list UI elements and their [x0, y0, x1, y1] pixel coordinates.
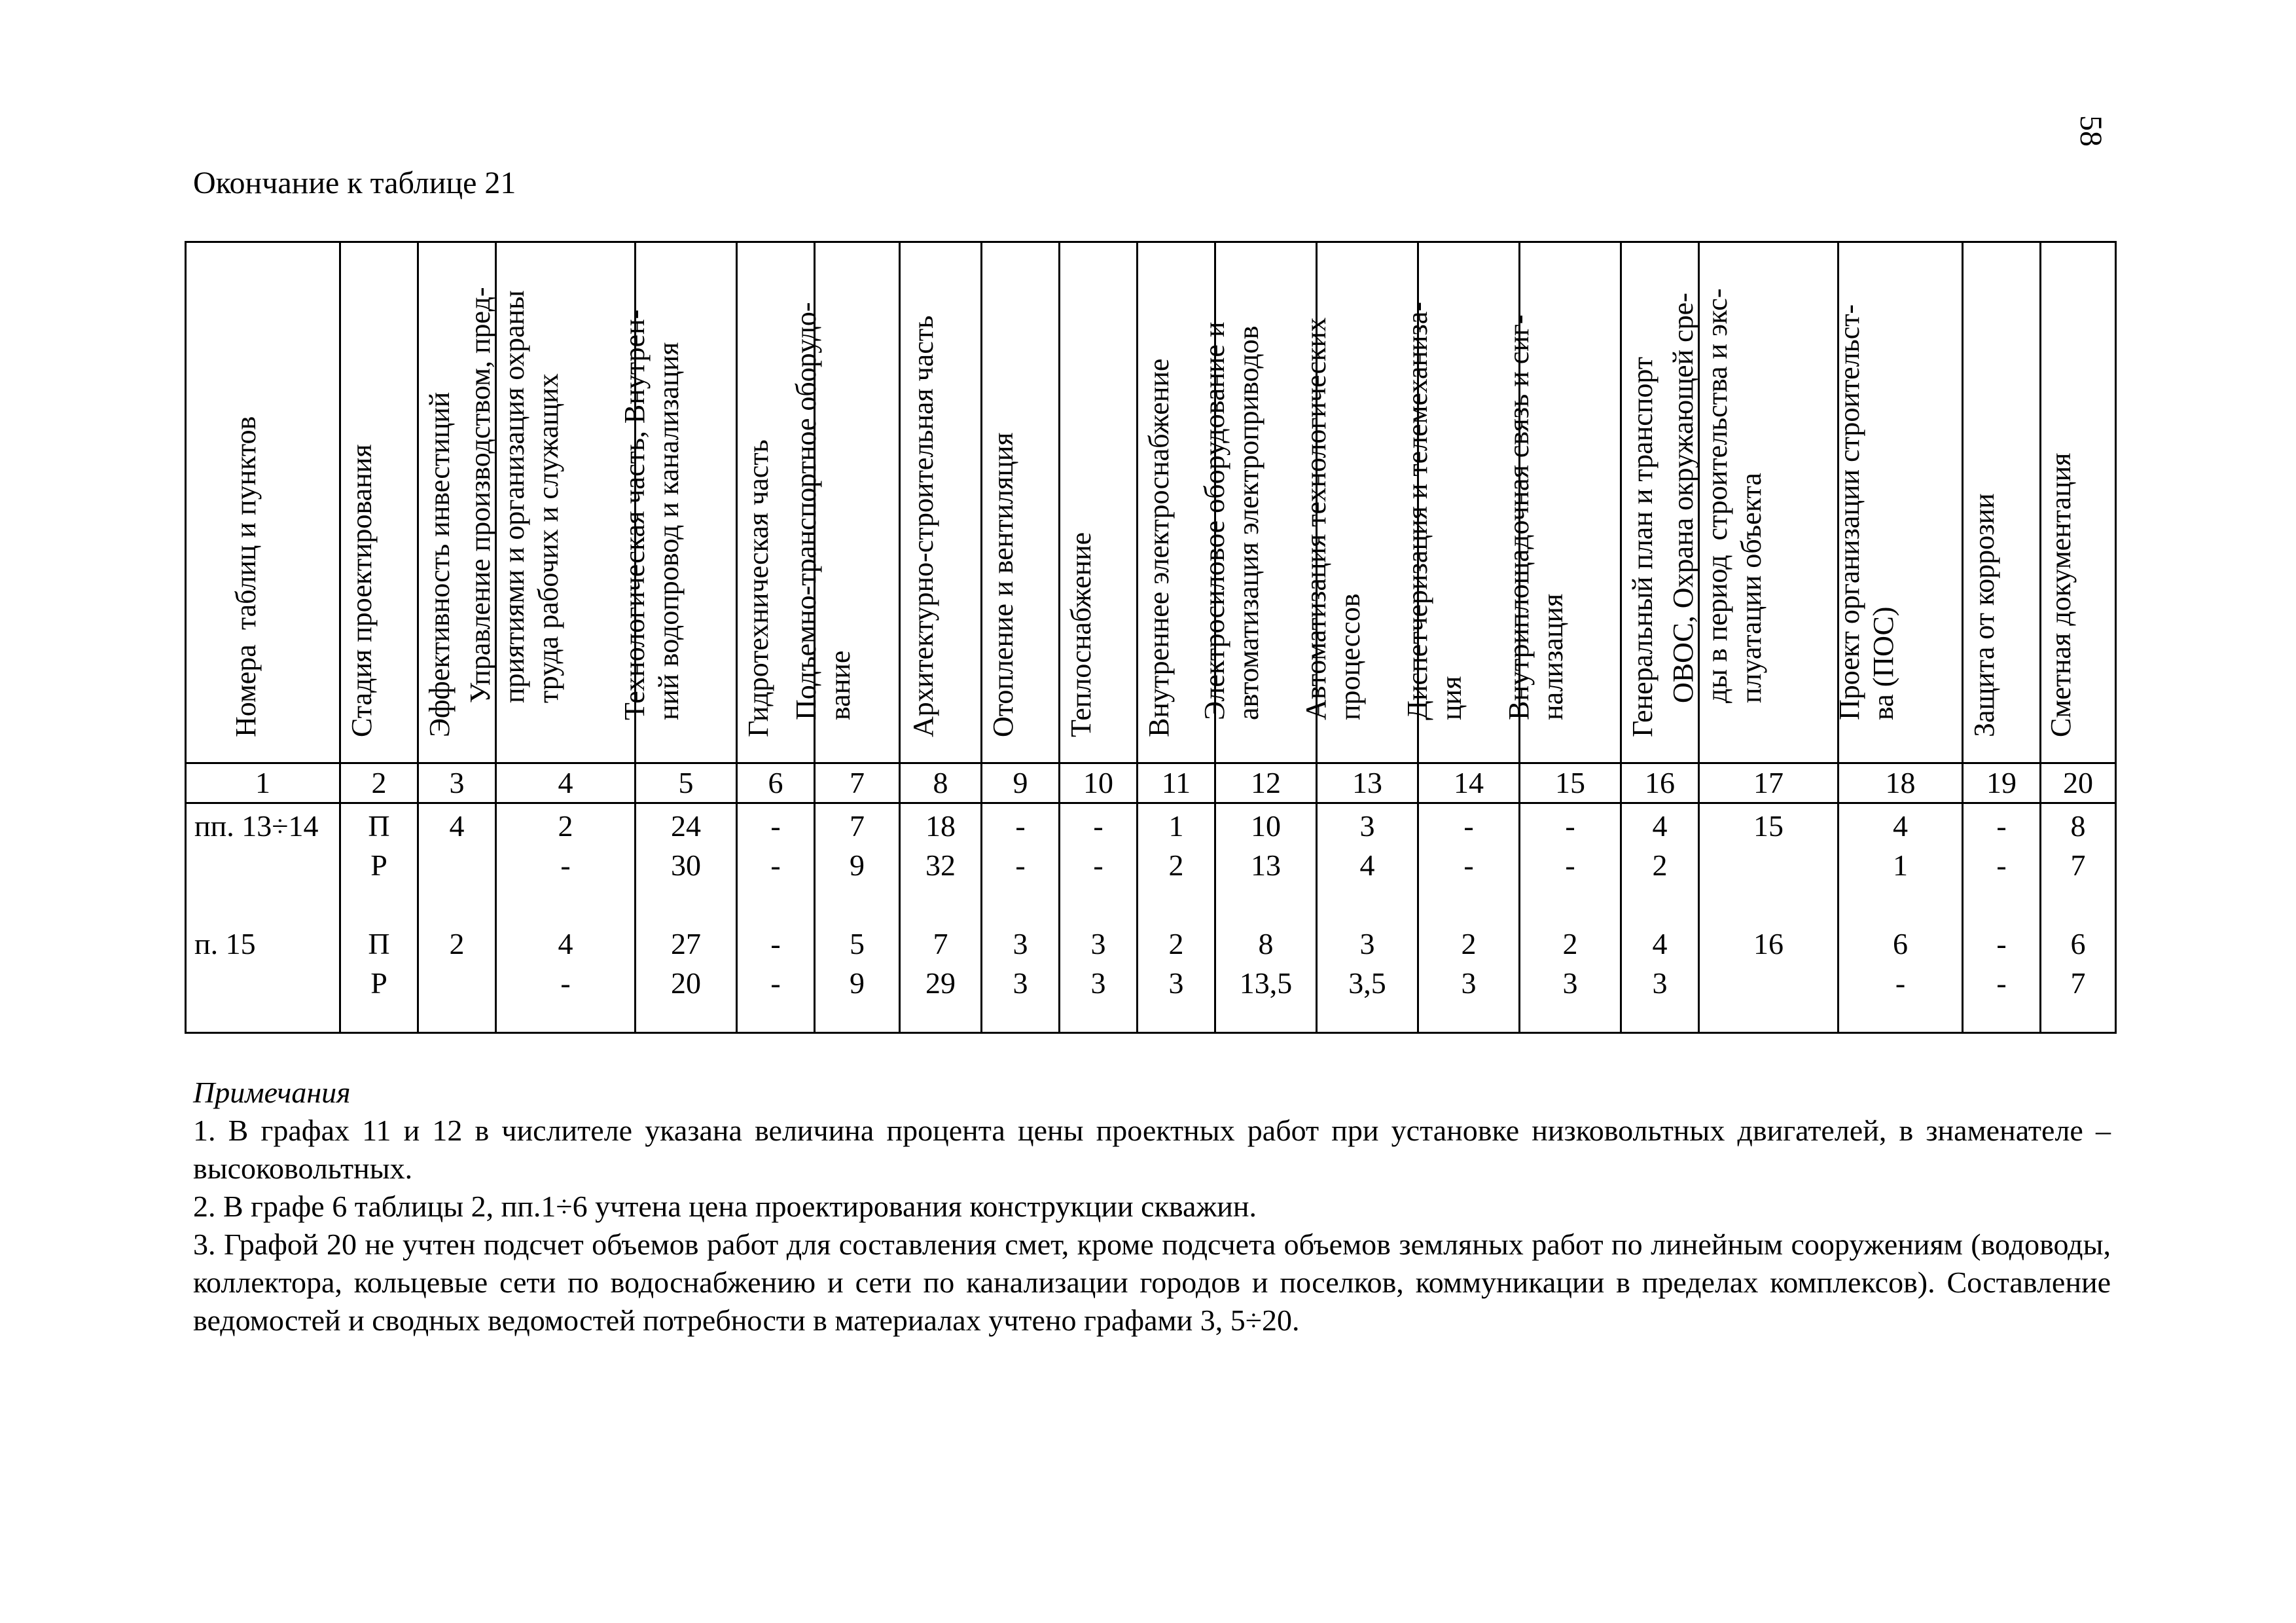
- header-text: Управление производством, пред- приятиями и организация охраны труда рабочих и служащих: [464, 287, 564, 703]
- table-cell: [1963, 803, 2041, 1033]
- cell-value: -: [560, 966, 571, 1000]
- notes-title: Примечания: [193, 1076, 351, 1109]
- cell-value: 9: [850, 966, 865, 1000]
- cell-value: -: [1565, 848, 1575, 882]
- header-cell: [340, 242, 418, 763]
- cell-value: -: [770, 809, 781, 843]
- cell-value: -: [560, 848, 571, 882]
- column-number: 10: [1060, 763, 1138, 803]
- cell-value: 6: [2070, 927, 2086, 960]
- table-cell: [1215, 803, 1317, 1033]
- header-text: Сметная документация: [2045, 452, 2077, 737]
- cell-value: 29: [925, 966, 956, 1000]
- header-cell: [900, 242, 982, 763]
- cell-value: -: [1015, 809, 1026, 843]
- header-text: Внутриплощадочная связь и сиг- нализация: [1503, 314, 1569, 720]
- column-number: 13: [1317, 763, 1418, 803]
- table-cell: [418, 803, 496, 1033]
- cell-value: 3,5: [1348, 966, 1386, 1000]
- cell-value: п. 15: [194, 927, 256, 960]
- header-text: Гидротехническая часть: [742, 439, 774, 737]
- header-text: Теплоснабжение: [1065, 532, 1097, 737]
- header-text: Архитектурно-строительная часть: [907, 315, 939, 737]
- cell-value: -: [1895, 966, 1906, 1000]
- cell-value: 2: [449, 927, 465, 960]
- cell-value: 15: [1753, 809, 1784, 843]
- header-text: Проект организации строительст- ва (ПОС): [1833, 304, 1899, 720]
- cell-value: 4: [1893, 809, 1908, 843]
- cell-value: Р: [370, 966, 387, 1000]
- cell-value: 20: [671, 966, 701, 1000]
- cell-value: 3: [1013, 966, 1028, 1000]
- note-item: 3. Графой 20 не учтен подсчет объемов работ для составления смет, кроме подсчета объемов земляных работ по линейным сооружениям (водоводы, коллектора, кольцевые сети по водоснабжению и сети по канализации городов и поселков, коммуникации в пределах комплексов). Составление ведомостей и сводных ведомостей потребности в материалах учтено графами 3, 5÷20.: [193, 1228, 2111, 1337]
- cell-value: 3: [1359, 809, 1375, 843]
- column-number: 7: [815, 763, 900, 803]
- header-row: [186, 242, 2116, 763]
- column-number: 11: [1138, 763, 1215, 803]
- column-number: 4: [496, 763, 636, 803]
- cell-value: 8: [2070, 809, 2086, 843]
- cell-value: 4: [449, 809, 465, 843]
- header-cell: [464, 242, 636, 763]
- cell-value: Р: [370, 848, 387, 882]
- cell-value: 7: [2070, 848, 2086, 882]
- header-text: Защита от коррозии: [1968, 493, 2000, 737]
- cell-value: -: [1015, 848, 1026, 882]
- cell-value: -: [1996, 809, 2007, 843]
- cell-value: 13,5: [1239, 966, 1293, 1000]
- column-number: 1: [186, 763, 340, 803]
- column-number: 20: [2041, 763, 2116, 803]
- header-text: Отопление и вентиляция: [987, 432, 1019, 737]
- cell-value: -: [1463, 848, 1474, 882]
- header-cell: [1503, 242, 1621, 763]
- column-number: 18: [1839, 763, 1963, 803]
- cell-value: -: [1996, 966, 2007, 1000]
- cell-value: 7: [850, 809, 865, 843]
- cell-value: 2: [558, 809, 573, 843]
- cell-value: 32: [925, 848, 956, 882]
- table-caption: Окончание к таблице 21: [193, 166, 516, 200]
- cell-value: 1: [1893, 848, 1908, 882]
- cell-value: -: [1093, 809, 1103, 843]
- cell-value: 16: [1753, 927, 1784, 960]
- cell-value: П: [368, 927, 390, 960]
- table-cell: [982, 803, 1060, 1033]
- cell-value: 2: [1168, 927, 1184, 960]
- column-number: 9: [982, 763, 1060, 803]
- header-cell: [789, 242, 900, 763]
- cell-value: 3: [1461, 966, 1477, 1000]
- page-number: 58: [2073, 115, 2109, 147]
- column-number: 2: [340, 763, 418, 803]
- header-cell: [1060, 242, 1138, 763]
- cell-value: 3: [1090, 927, 1106, 960]
- header-text: Диспетчеризация и телемеханиза- ция: [1401, 301, 1467, 720]
- cell-value: 3: [1359, 927, 1375, 960]
- column-number: 6: [737, 763, 815, 803]
- column-number: 15: [1520, 763, 1621, 803]
- header-text: Стадия проектирования: [346, 444, 378, 737]
- header-cell: [1667, 242, 1839, 763]
- table-cell: [1060, 803, 1138, 1033]
- cell-value: 2: [1461, 927, 1477, 960]
- cell-value: 4: [558, 927, 573, 960]
- cell-value: 13: [1251, 848, 1281, 882]
- cell-value: 1: [1168, 809, 1184, 843]
- cell-value: 27: [671, 927, 701, 960]
- cell-value: 4: [1652, 927, 1668, 960]
- table-cell: [340, 803, 418, 1033]
- cell-value: 5: [850, 927, 865, 960]
- header-text: Электросиловое оборудование и автоматизация электроприводов: [1198, 321, 1265, 720]
- table-cell: [2041, 803, 2116, 1033]
- table-cell: [1418, 803, 1520, 1033]
- cell-value: 7: [933, 927, 948, 960]
- data-row: [186, 803, 2116, 1033]
- header-text: Технологическая часть, Внутрен- ний водопровод и канализация: [619, 309, 685, 720]
- column-number: 3: [418, 763, 496, 803]
- cell-value: -: [1996, 927, 2007, 960]
- column-number: 14: [1418, 763, 1520, 803]
- cell-value: -: [770, 927, 781, 960]
- column-number: 8: [900, 763, 982, 803]
- cell-value: 9: [850, 848, 865, 882]
- column-number: 16: [1621, 763, 1699, 803]
- cell-value: 3: [1652, 966, 1668, 1000]
- column-number: 12: [1215, 763, 1317, 803]
- cell-value: 10: [1251, 809, 1281, 843]
- cell-value: 4: [1652, 809, 1668, 843]
- column-number: 5: [636, 763, 737, 803]
- header-cell: [619, 242, 737, 763]
- table-cell: [1138, 803, 1215, 1033]
- header-cell: [1963, 242, 2041, 763]
- cell-value: 18: [925, 809, 956, 843]
- cell-value: 2: [1168, 848, 1184, 882]
- header-cell: [2041, 242, 2116, 763]
- cell-value: -: [1996, 848, 2007, 882]
- header-text: Автоматизация технологических процессов: [1300, 317, 1366, 720]
- header-text: Генеральный план и транспорт: [1626, 357, 1659, 737]
- table-cell: [1839, 803, 1963, 1033]
- cell-value: 7: [2070, 966, 2086, 1000]
- table-cell: [1317, 803, 1418, 1033]
- column-number: 17: [1699, 763, 1839, 803]
- header-cell: [186, 242, 340, 763]
- cell-value: 3: [1013, 927, 1028, 960]
- cell-value: -: [770, 966, 781, 1000]
- table-cell: [737, 803, 815, 1033]
- cell-value: 3: [1090, 966, 1106, 1000]
- cell-value: -: [1093, 848, 1103, 882]
- header-cell: [982, 242, 1060, 763]
- table-cell: [900, 803, 982, 1033]
- cell-value: 2: [1562, 927, 1578, 960]
- cell-value: -: [1463, 809, 1474, 843]
- notes-section: [193, 1074, 2111, 1340]
- table-cell: [1699, 803, 1839, 1033]
- data-table: [185, 241, 2117, 1034]
- cell-value: 4: [1359, 848, 1375, 882]
- cell-value: 6: [1893, 927, 1908, 960]
- header-text: ОВОС, Охрана окружающей сре- ды в период строительства и экс- плуатации объекта: [1667, 288, 1767, 703]
- cell-value: пп. 13÷14: [194, 809, 319, 843]
- cell-value: -: [1565, 809, 1575, 843]
- cell-value: 24: [671, 809, 701, 843]
- cell-value: 30: [671, 848, 701, 882]
- header-text: Внутреннее электроснабжение: [1143, 358, 1175, 737]
- header-cell: [1833, 242, 1963, 763]
- note-item: 1. В графах 11 и 12 в числителе указана величина процента цены проектных работ при установке низковольтных двигателей, в знаменателе – высоковольтных.: [193, 1114, 2111, 1185]
- cell-value: 3: [1168, 966, 1184, 1000]
- cell-value: П: [368, 809, 390, 843]
- column-number-row: [186, 763, 2116, 803]
- column-number: 19: [1963, 763, 2041, 803]
- note-item: 2. В графе 6 таблицы 2, пп.1÷6 учтена цена проектирования конструкции скважин.: [193, 1190, 1257, 1223]
- header-text: Эффективность инвестиций: [423, 392, 456, 737]
- cell-value: 3: [1562, 966, 1578, 1000]
- table-cell: [186, 803, 340, 1033]
- table-cell: [636, 803, 737, 1033]
- cell-value: -: [770, 848, 781, 882]
- cell-value: 8: [1258, 927, 1274, 960]
- table-cell: [815, 803, 900, 1033]
- table-cell: [496, 803, 636, 1033]
- cell-value: 2: [1652, 848, 1668, 882]
- table-cell: [1520, 803, 1621, 1033]
- table-cell: [1621, 803, 1699, 1033]
- header-text: Номера таблиц и пунктов: [229, 416, 262, 737]
- header-text: Подъемно-транспортное оборудо- вание: [789, 302, 856, 720]
